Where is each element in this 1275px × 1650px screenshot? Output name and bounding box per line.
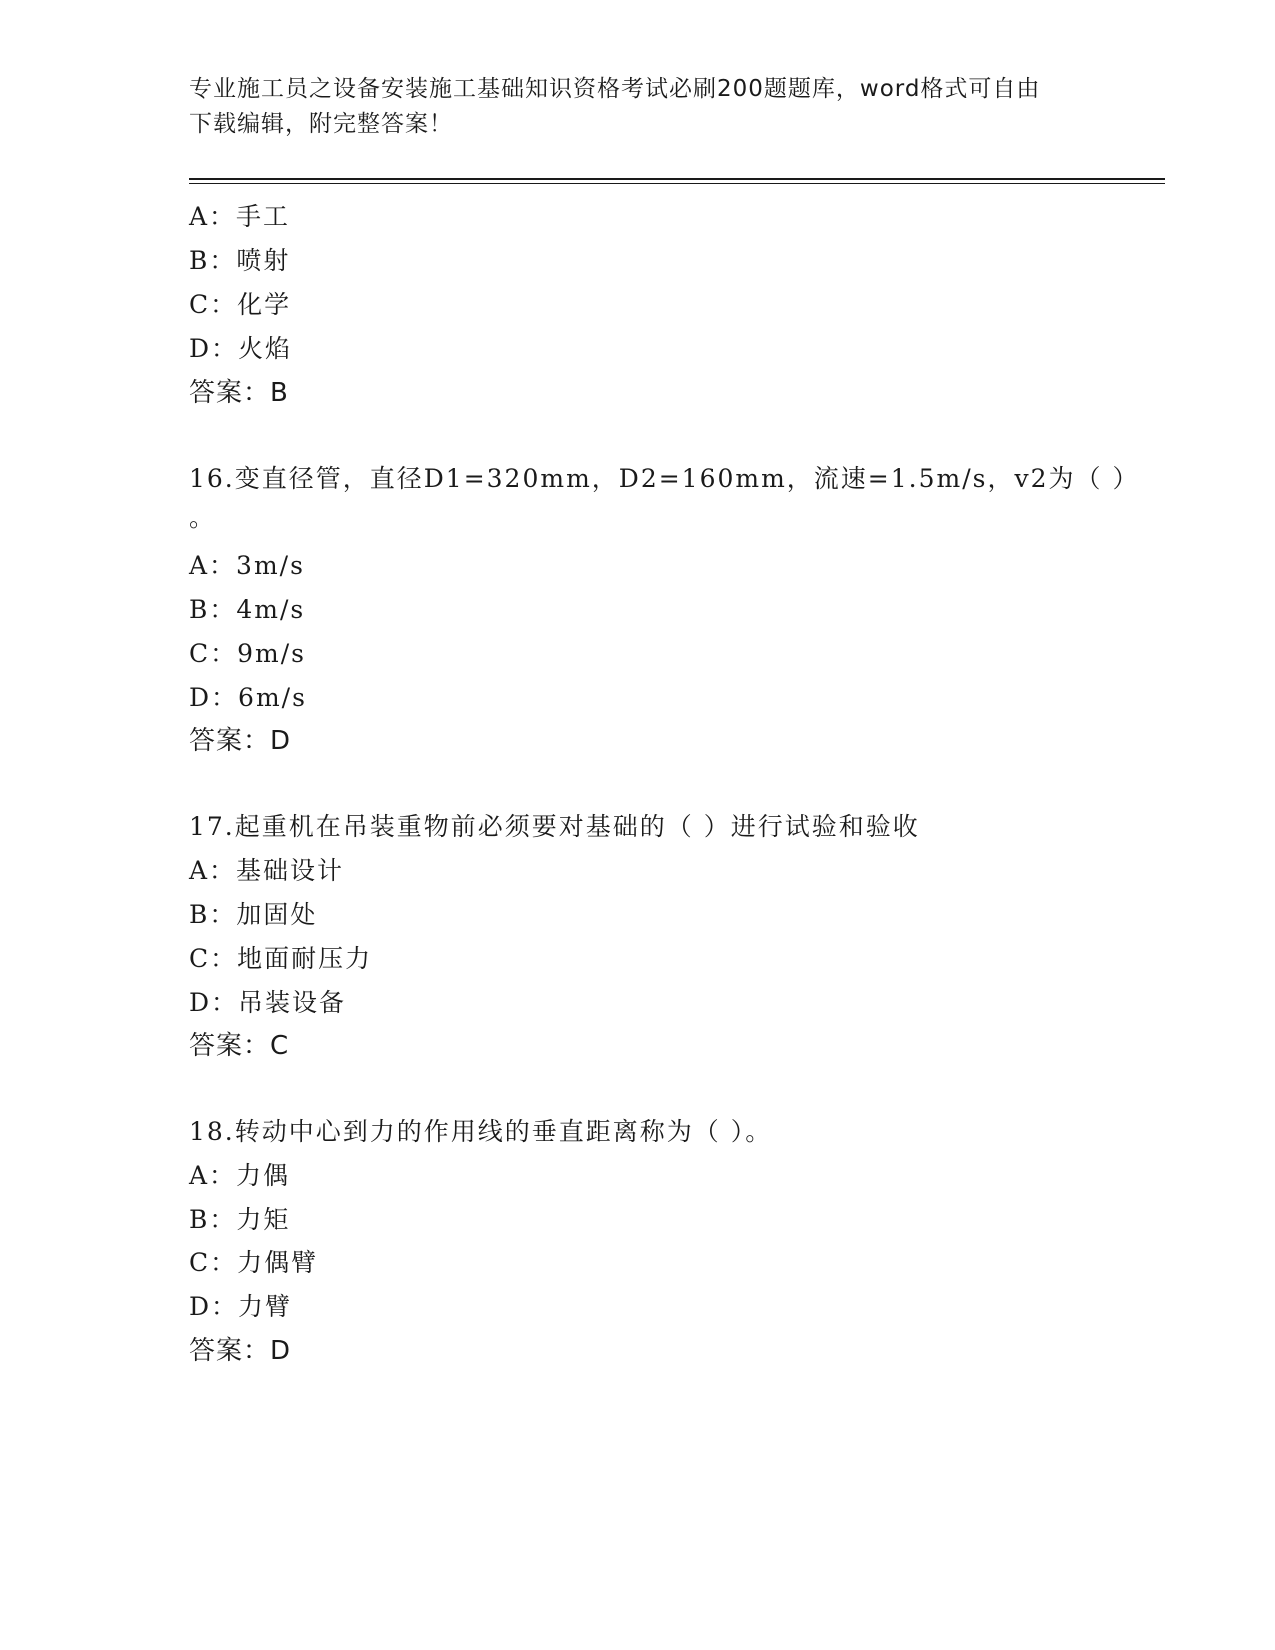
header-divider xyxy=(189,178,1165,180)
header-divider-thin xyxy=(189,183,1165,184)
q17-question: 17.起重机在吊装重物前必须要对基础的（ ）进行试验和验收 xyxy=(189,812,920,841)
q17-answer: 答案：C xyxy=(189,1031,290,1061)
q18-option-d: D：力臂 xyxy=(189,1292,293,1321)
q16-answer: 答案：D xyxy=(189,726,292,756)
q18-option-a: A：力偶 xyxy=(189,1161,291,1190)
header-line-2: 下载编辑，附完整答案！ xyxy=(189,111,453,137)
q17-option-b: B：加固处 xyxy=(189,900,318,929)
document-header xyxy=(189,72,1089,142)
q15-option-a: A：手工 xyxy=(189,202,291,231)
header-line-1: 专业施工员之设备安装施工基础知识资格考试必刷200题题库，word格式可自由 xyxy=(189,76,1041,102)
q17-option-c: C：地面耐压力 xyxy=(189,944,373,973)
q16-option-b: B：4m/s xyxy=(189,595,306,624)
q16-option-d: D：6m/s xyxy=(189,683,307,712)
q18-option-b: B：力矩 xyxy=(189,1205,291,1234)
q16-option-c: C：9m/s xyxy=(189,639,306,668)
q18-option-c: C：力偶臂 xyxy=(189,1248,319,1277)
q15-option-d: D：火焰 xyxy=(189,334,293,363)
q15-option-b: B：喷射 xyxy=(189,246,291,275)
q15-option-c: C：化学 xyxy=(189,290,292,319)
q15-answer: 答案：B xyxy=(189,378,289,408)
q16-option-a: A：3m/s xyxy=(189,551,305,580)
q17-option-d: D：吊装设备 xyxy=(189,988,347,1017)
q18-question: 18.转动中心到力的作用线的垂直距离称为（ ）。 xyxy=(189,1117,773,1146)
q18-answer: 答案：D xyxy=(189,1336,292,1366)
q17-option-a: A：基础设计 xyxy=(189,856,345,885)
q16-question: 16.变直径管，直径D1=320mm，D2=160mm，流速=1.5m/s，v2为（ ） xyxy=(189,464,1140,493)
q16-question-continued: 。 xyxy=(189,503,217,532)
